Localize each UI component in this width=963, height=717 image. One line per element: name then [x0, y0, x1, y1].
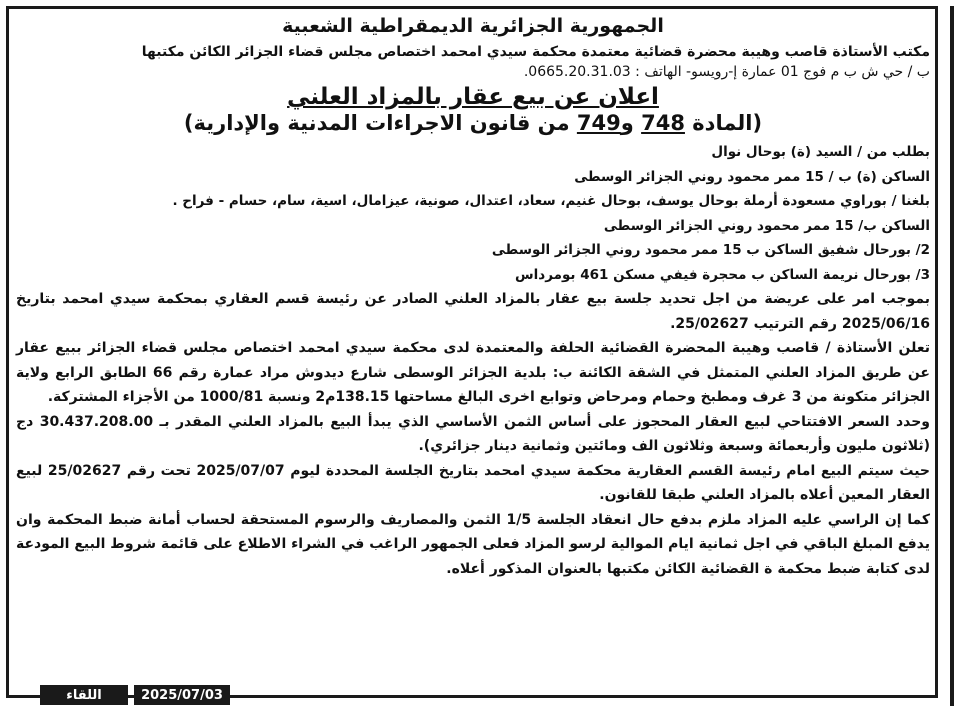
republic-heading: الجمهورية الجزائرية الديمقراطية الشعبية: [282, 15, 664, 37]
publication-footer: [40, 685, 230, 707]
conditions-paragraph: كما إن الراسي عليه المزاد ملزم بدفع حال انعقاد الجلسة 1/5 الثمن والمصاريف والرسوم المستحقة لحساب أمانة ضبط المحكمة وان يدفع المبلغ الباقي في اجل ثمانية ايام الموالية لرسو المزاد فعلى الجمهور الراغب في الشراء الاطلاع على قائمة شروط البيع المودعة لدى كتابة ضبط محكمة ة القضائية الكائن مكتبها بالعنوان المذكور أعلاه.: [16, 511, 930, 577]
notified-address-line: الساكن ب/ 15 ممر محمود روني الجزائر الوسطى: [603, 217, 930, 234]
announcement-title: اعلان عن بيع عقار بالمزاد العلني: [287, 84, 659, 110]
subtitle-rest: من قانون الاجراءات المدنية والإدارية): [183, 111, 577, 135]
notified-line: بلغنا / بوراوي مسعودة أرملة بوحال يوسف، بوحال غنيم، سعاد، اعتدال، صونية، عيزامال، اسية، سام، حسام - فراح .: [172, 193, 930, 209]
order-paragraph: بموجب امر على عريضة من اجل تحديد جلسة بيع عقار بالمزاد العلني الصادر عن رئيسة قسم العقاري بمحكمة سيدي امحمد بتاريخ 2025/06/16 رقم الترتيب 25/02627.: [16, 291, 930, 332]
requester-address-line: الساكن (ة) ب / 15 ممر محمود روني الجزائر الوسطى: [574, 168, 930, 185]
newspaper-name: اللقاء: [40, 685, 128, 705]
announcement: [16, 12, 930, 581]
subtitle-and: و: [620, 111, 642, 135]
article-number-749: 749: [576, 111, 621, 135]
party-3-line: 3/ بورحال نريمة الساكن ب محجرة فيفي مسكن 461 بومرداس: [515, 266, 930, 283]
address-line: ب / حي ش ب م فوج 01 عمارة إ-رويسو- الهاتف : 0665.20.31.03.: [523, 64, 930, 80]
office-line: مكتب الأستاذة قاصب وهيبة محضرة قضائية معتمدة محكمة سيدي امحمد اختصاص مجلس قضاء الجزائر الكائن مكتبها: [141, 44, 930, 60]
publication-date: 2025/07/03: [134, 685, 230, 705]
requester-line: بطلب من / السيد (ة) بوحال نوال: [711, 144, 930, 160]
subtitle-open: (المادة: [684, 111, 763, 135]
party-2-line: 2/ بورحال شفيق الساكن ب 15 ممر محمود روني الجزائر الوسطى: [491, 242, 930, 258]
column-rule: [950, 6, 954, 706]
session-paragraph: حيث سيتم البيع امام رئيسة القسم العقارية محكمة سيدي امحمد بتاريخ الجلسة المحددة ليوم 2025/07/07 تحت رقم 25/02627 لبيع العقار المعين أعلاه بالمزاد العلني طبقا للقانون.: [16, 462, 931, 503]
article-number-748: 748: [641, 111, 685, 135]
announce-paragraph: تعلن الأستاذة / قاصب وهيبة المحضرة القضائية الحلفة والمعتمدة لدى محكمة سيدي امحمد اختصاص مجلس قضاء الجزائر ببيع عقار عن طريق المزاد العلني المتمثل في الشقة الكائنة ب: بلدية الجزائر الوسطى شارع ديدوش مراد عمارة رقم 66 الطابق الرابع ولاية الجزائر متكونة من 3 غرف ومطبخ وحمام ومرحاض وتوابع اخرى البالغ مساحتها 138.15م2 ونسبة 1000/81 من الأجزاء المشتركة.: [16, 340, 930, 405]
price-paragraph: وحدد السعر الافتتاحي لبيع العقار المحجوز على أساس الثمن الأساسي الذي يبدأ البيع بالمزاد العلني المقدر بـ 30.437.208.00 دج (ثلاثون مليون وأربعمائة وسبعة وثلاثون الف ومائتين وثمانية دينار جزائري).: [16, 413, 931, 454]
announcement-subtitle: [16, 110, 930, 136]
